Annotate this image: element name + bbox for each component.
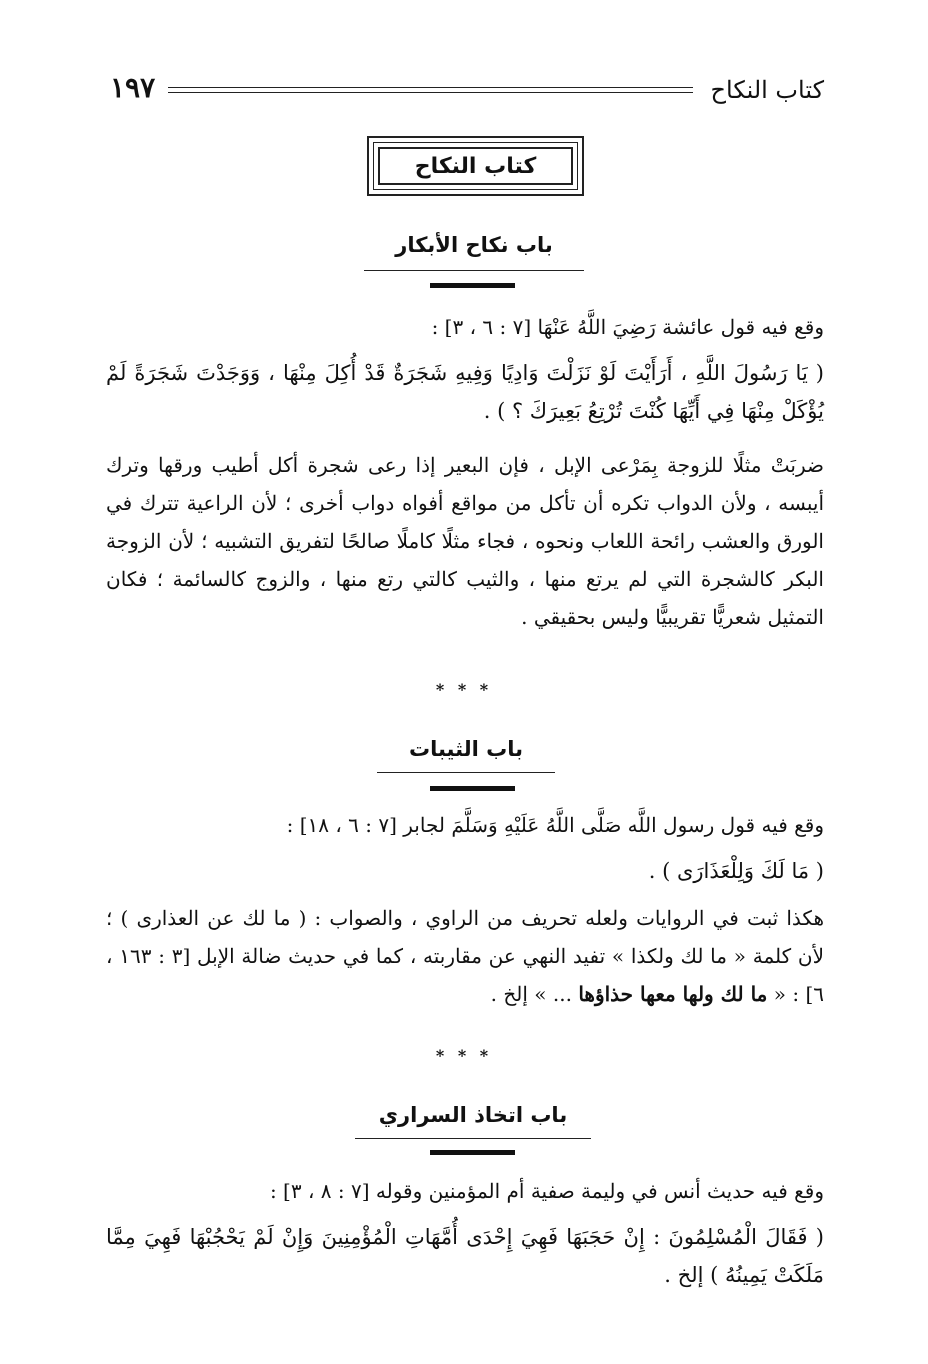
section-title-underline: [377, 772, 555, 773]
section-title-underline: [364, 270, 584, 271]
hadith-quote: ( مَا لَكَ وَلِلْعَذَارَى ) .: [648, 859, 824, 883]
header-rule-second: [168, 92, 693, 93]
commentary-text: هكذا ثبت في الروايات ولعله تحريف من الراوي ، والصواب : ( ما لك عن العذارى ) ؛ لأن كلمة « ما لك ولكذا » تفيد النهي عن مقاربته ، كما في حديث ضالة الإبل [٣ : ١٦٣ ، ٦] : «: [106, 906, 825, 1006]
section-title-underline: [355, 1138, 591, 1139]
book-title-frame-core: [378, 147, 573, 185]
section-intro: وقع فيه قول رسول اللَّه صَلَّى اللَّهُ عَلَيْهِ وَسَلَّمَ لجابر [٧ : ٦ ، ١٨] :: [286, 813, 824, 837]
running-title: كتاب النكاح: [710, 76, 824, 104]
section-title-bar: [430, 786, 515, 791]
commentary-paragraph: [106, 899, 824, 1013]
commentary-paragraph: ضربَتْ مثلًا للزوجة بِمَرْعى الإبل ، فإن البعير إذا رعى شجرة أكل أطيب ورقها وترك أيبسه ، ولأن الدواب تكره أن تأكل من مواقع أفواه دواب أخرى ؛ لأن الراعية تترك في الورق والعشب رائحة اللعاب ونحوه ، فجاء مثلًا كاملًا صالحًا لتفريق التشبيه ؛ لأن الزوجة البكر كالشجرة التي لم يرتع منها ، والثيب كالتي رتع منها ، والزوج كالسائمة ؛ فكان التمثيل شعريًّا تقريبيًّا وليس بحقيقي .: [106, 453, 824, 629]
section-title-previously-married: باب الثيبات: [409, 737, 523, 761]
book-title-frame-inner: [373, 142, 578, 190]
commentary-bold-quote: ما لك ولها معها حذاؤها: [578, 982, 768, 1006]
page-number: ١٩٧: [110, 71, 156, 104]
section-title-bar: [430, 283, 515, 288]
section-title-bar: [430, 1150, 515, 1155]
hadith-quote: ( يَا رَسُولَ اللَّهِ ، أَرَأَيْتَ لَوْ نَزَلْتَ وَادِيًا وَفِيهِ شَجَرَةٌ قَدْ أُكِلَ مِنْهَا ، وَوَجَدْتَ شَجَرَةً لَمْ يُؤْكَلْ مِنْهَا فِي أَيِّهَا كُنْتَ تُرْتِعُ بَعِيرَكَ ؟ ) .: [106, 361, 824, 423]
book-title-frame: [367, 136, 584, 196]
commentary-text-end: ... » إلخ .: [490, 982, 579, 1006]
header-rule: [168, 87, 693, 88]
section-title-virgins: باب نكاح الأبكار: [395, 233, 553, 257]
hadith-quote: ( فَقَالَ الْمُسْلِمُونَ : إِنْ حَجَبَهَا فَهِيَ إِحْدَى أُمَّهَاتِ الْمُؤْمِنِينَ وَإِنْ لَمْ يَحْجُبْهَا فَهِيَ مِمَّا مَلَكَتْ يَمِينُهُ ) إلخ .: [106, 1225, 824, 1287]
section-title-concubines: باب اتخاذ السراري: [378, 1103, 568, 1127]
section-intro: وقع فيه حديث أنس في وليمة صفية أم المؤمنين وقوله [٧ : ٨ ، ٣] :: [269, 1179, 824, 1203]
section-intro: وقع فيه قول عائشة رَضِيَ اللَّهُ عَنْهَا [٧ : ٦ ، ٣] :: [431, 315, 824, 339]
book-title: كتاب النكاح: [414, 153, 537, 179]
section-separator: * * *: [435, 1046, 493, 1065]
section-separator: * * *: [435, 680, 493, 699]
